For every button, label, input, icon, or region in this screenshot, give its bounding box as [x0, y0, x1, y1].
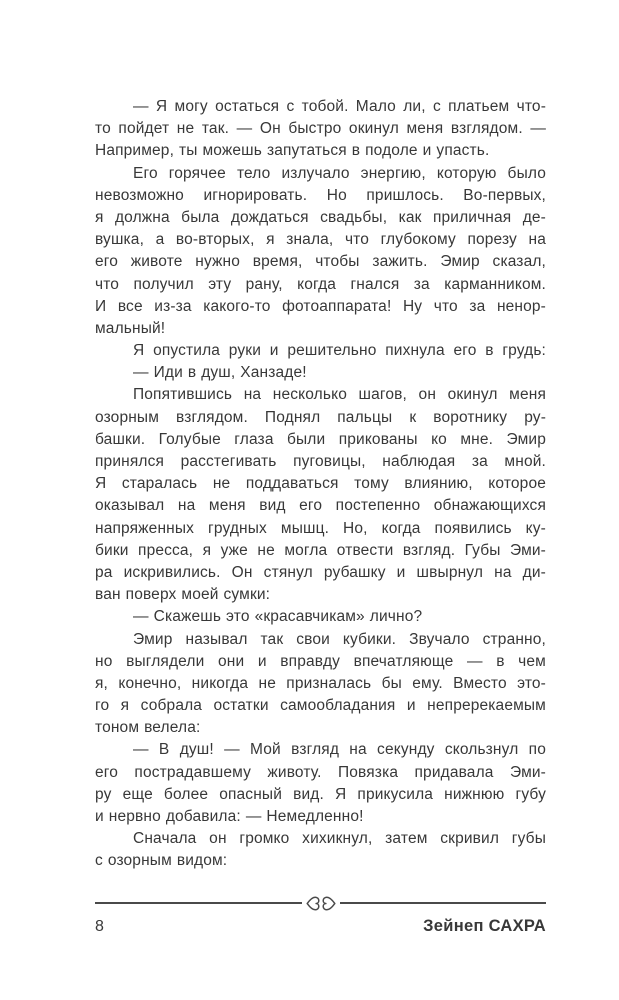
page-footer — [95, 894, 546, 936]
text-line: Сначала он громко хихикнул, затем скривил губы — [133, 830, 546, 848]
paragraph — [95, 163, 546, 341]
paragraph — [95, 362, 546, 384]
divider-rule-left — [95, 902, 302, 904]
divider-rule-right — [340, 902, 547, 904]
paragraph — [95, 340, 546, 362]
text-line: принялся расстегивать пуговицы, наблюдая за мной. — [95, 453, 546, 470]
text-line: ра искривились. Он стянул рубашку и швырнул на ди- — [95, 563, 546, 581]
text-line: Я старалась не поддаваться тому влиянию, которое — [95, 475, 546, 493]
paragraph — [95, 96, 546, 163]
text-line: ру еще более опасный вид. Я прикусила нижнюю губу — [95, 785, 546, 803]
text-line: башки. Голубые глаза были прикованы ко мне. Эмир — [95, 430, 546, 448]
text-line: но выглядели они и вправду впечатляюще — в чем — [95, 652, 546, 670]
text-line: Я опустила руки и решительно пихнула его в грудь: — [133, 342, 546, 360]
paragraph — [95, 606, 546, 628]
text-line: невозможно игнорировать. Но пришлось. Во-первых, — [95, 186, 546, 204]
text-line: то пойдет не так. — Он быстро окинул меня взглядом. — — [95, 120, 546, 138]
text-line: — Я могу остаться с тобой. Мало ли, с платьем что- — [133, 98, 546, 115]
text-line: Эмир называл так свои кубики. Звучало странно, — [133, 630, 546, 648]
text-line: я, конечно, никогда не призналась бы ему. Вместо это- — [95, 674, 546, 692]
text-line: его животе нужно время, чтобы зажить. Эмир сказал, — [95, 253, 546, 271]
page-number: 8 — [95, 918, 104, 935]
paragraph — [95, 629, 546, 740]
text-line: его пострадавшему животу. Повязка придавала Эми- — [95, 763, 546, 781]
footer-row — [95, 917, 546, 936]
text-line: ван поверх моей сумки: — [95, 586, 271, 604]
footer-divider — [95, 894, 546, 912]
text-line: оказывал на меня вид его постепенно обнажающихся — [95, 497, 546, 515]
text-line: и нервно добавила: — Немедленно! — [95, 808, 364, 825]
text-line: Его горячее тело излучало энергию, которую было — [133, 164, 546, 182]
text-line: напряженных грудных мышц. Но, когда появились ку- — [95, 519, 546, 537]
text-line: — Скажешь это «красавчикам» лично? — [133, 608, 423, 626]
text-line: озорным взглядом. Поднял пальцы к воротнику ру- — [95, 408, 546, 426]
double-heart-ornament-icon — [303, 895, 339, 912]
text-line: Например, ты можешь запутаться в подоле и упасть. — [95, 142, 490, 160]
author-name: Зейнеп САХРА — [423, 917, 546, 935]
text-line: тоном велела: — [95, 719, 201, 737]
text-line: я должна была дождаться свадьбы, как приличная де- — [95, 208, 546, 226]
text-line: с озорным видом: — [95, 852, 228, 870]
text-line: вушка, а во-вторых, я знала, что глубокому порезу на — [95, 231, 546, 249]
text-line: мальный! — [95, 319, 166, 337]
text-line: го я собрала остатки самообладания и непререкаемым — [95, 697, 546, 715]
page-text — [95, 96, 546, 873]
text-line: — Иди в душ, Ханзаде! — [133, 364, 307, 382]
text-line: Попятившись на несколько шагов, он окинул меня — [133, 386, 546, 404]
paragraph — [95, 384, 546, 606]
text-line: бики пресса, я уже не могла отвести взгляд. Губы Эми- — [95, 541, 546, 559]
text-line: что получил эту рану, когда гнался за карманником. — [95, 275, 546, 293]
text-line: И все из-за какого-то фотоаппарата! Ну что за ненор- — [95, 297, 546, 315]
paragraph — [95, 828, 546, 872]
paragraph — [95, 739, 546, 828]
text-line: — В душ! — Мой взгляд на секунду скользнул по — [133, 741, 546, 759]
